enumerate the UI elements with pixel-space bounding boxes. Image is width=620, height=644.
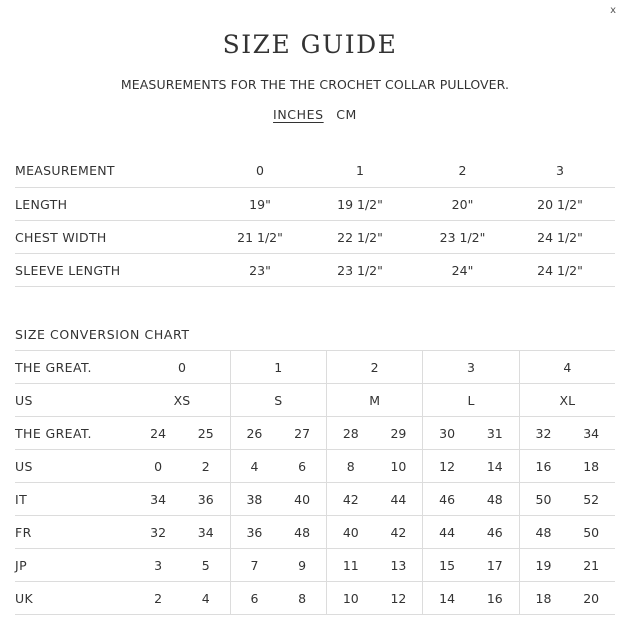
table-cell: XS bbox=[134, 384, 230, 417]
table-cell: 23 1/2" bbox=[420, 221, 505, 254]
table-cell: 2 bbox=[182, 450, 230, 483]
row-label: CHEST WIDTH bbox=[15, 221, 220, 254]
table-cell: 4 bbox=[182, 582, 230, 615]
table-cell: 12 bbox=[423, 450, 471, 483]
row-label: JP bbox=[15, 549, 134, 582]
table-cell: 48 bbox=[519, 516, 567, 549]
table-cell: 52 bbox=[567, 483, 615, 516]
table-cell: 34 bbox=[567, 417, 615, 450]
column-header: MEASUREMENT bbox=[15, 154, 220, 188]
table-cell: 10 bbox=[375, 450, 423, 483]
table-cell: 6 bbox=[230, 582, 278, 615]
column-header: 0 bbox=[220, 154, 300, 188]
table-row bbox=[15, 582, 615, 615]
table-cell: 18 bbox=[567, 450, 615, 483]
row-label: US bbox=[15, 450, 134, 483]
table-cell: 7 bbox=[230, 549, 278, 582]
table-cell: 0 bbox=[134, 351, 230, 384]
table-cell: 46 bbox=[471, 516, 519, 549]
table-cell: 14 bbox=[471, 450, 519, 483]
row-label: SLEEVE LENGTH bbox=[15, 254, 220, 287]
table-cell: 26 bbox=[230, 417, 278, 450]
table-cell: 19 bbox=[519, 549, 567, 582]
page-subtitle: MEASUREMENTS FOR THE THE CROCHET COLLAR PULLOVER. bbox=[120, 77, 510, 92]
table-cell: 4 bbox=[230, 450, 278, 483]
table-cell: 12 bbox=[375, 582, 423, 615]
table-cell: 20 1/2" bbox=[505, 188, 615, 221]
table-cell: 42 bbox=[375, 516, 423, 549]
table-cell: 18 bbox=[519, 582, 567, 615]
table-row bbox=[15, 188, 615, 221]
table-cell: 14 bbox=[423, 582, 471, 615]
table-cell: 24 1/2" bbox=[505, 254, 615, 287]
table-cell: 3 bbox=[134, 549, 182, 582]
table-cell: 24 1/2" bbox=[505, 221, 615, 254]
row-label: THE GREAT. bbox=[15, 351, 134, 384]
table-cell: 32 bbox=[134, 516, 182, 549]
table-cell: 30 bbox=[423, 417, 471, 450]
row-label: UK bbox=[15, 582, 134, 615]
table-cell: 44 bbox=[423, 516, 471, 549]
table-cell: 24 bbox=[134, 417, 182, 450]
table-cell: 4 bbox=[519, 351, 615, 384]
table-cell: 20 bbox=[567, 582, 615, 615]
table-cell: 2 bbox=[134, 582, 182, 615]
close-icon[interactable]: x bbox=[610, 5, 616, 16]
table-cell: 22 1/2" bbox=[300, 221, 420, 254]
unit-cm-button[interactable]: CM bbox=[336, 107, 357, 122]
page-title: SIZE GUIDE bbox=[222, 30, 398, 59]
table-cell: 17 bbox=[471, 549, 519, 582]
table-cell: 9 bbox=[278, 549, 326, 582]
table-cell: 36 bbox=[182, 483, 230, 516]
table-cell: 46 bbox=[423, 483, 471, 516]
table-row bbox=[15, 351, 615, 384]
table-cell: M bbox=[326, 384, 422, 417]
table-cell: 24" bbox=[420, 254, 505, 287]
unit-inches-button[interactable]: INCHES bbox=[273, 107, 324, 122]
table-cell: 3 bbox=[423, 351, 519, 384]
table-row bbox=[15, 516, 615, 549]
table-cell: 2 bbox=[326, 351, 422, 384]
table-cell: 48 bbox=[471, 483, 519, 516]
table-row bbox=[15, 221, 615, 254]
table-cell: 40 bbox=[278, 483, 326, 516]
table-cell: 42 bbox=[326, 483, 374, 516]
row-label: FR bbox=[15, 516, 134, 549]
table-row bbox=[15, 450, 615, 483]
table-cell: 16 bbox=[519, 450, 567, 483]
table-cell: 25 bbox=[182, 417, 230, 450]
conversion-chart-title: SIZE CONVERSION CHART bbox=[15, 327, 190, 342]
table-cell: 20" bbox=[420, 188, 505, 221]
table-cell: 1 bbox=[230, 351, 326, 384]
table-cell: 34 bbox=[134, 483, 182, 516]
column-header: 3 bbox=[505, 154, 615, 188]
table-cell: 0 bbox=[134, 450, 182, 483]
table-row bbox=[15, 483, 615, 516]
row-label: IT bbox=[15, 483, 134, 516]
measurement-header-row bbox=[15, 154, 615, 188]
table-cell: 32 bbox=[519, 417, 567, 450]
table-cell: 29 bbox=[375, 417, 423, 450]
table-cell: XL bbox=[519, 384, 615, 417]
table-cell: 19" bbox=[220, 188, 300, 221]
table-row bbox=[15, 417, 615, 450]
table-cell: 19 1/2" bbox=[300, 188, 420, 221]
table-row bbox=[15, 384, 615, 417]
table-cell: 50 bbox=[519, 483, 567, 516]
table-cell: 21 1/2" bbox=[220, 221, 300, 254]
table-cell: 6 bbox=[278, 450, 326, 483]
table-cell: 23" bbox=[220, 254, 300, 287]
table-row bbox=[15, 254, 615, 287]
table-cell: L bbox=[423, 384, 519, 417]
table-cell: 50 bbox=[567, 516, 615, 549]
table-cell: 13 bbox=[375, 549, 423, 582]
size-conversion-table bbox=[15, 350, 615, 615]
table-cell: 10 bbox=[326, 582, 374, 615]
row-label: US bbox=[15, 384, 134, 417]
table-cell: 21 bbox=[567, 549, 615, 582]
table-cell: 23 1/2" bbox=[300, 254, 420, 287]
row-label: THE GREAT. bbox=[15, 417, 134, 450]
table-cell: 38 bbox=[230, 483, 278, 516]
table-cell: S bbox=[230, 384, 326, 417]
table-cell: 28 bbox=[326, 417, 374, 450]
table-cell: 8 bbox=[278, 582, 326, 615]
column-header: 2 bbox=[420, 154, 505, 188]
unit-toggle bbox=[0, 107, 620, 122]
table-cell: 5 bbox=[182, 549, 230, 582]
table-row bbox=[15, 549, 615, 582]
measurement-table bbox=[15, 154, 615, 287]
table-cell: 15 bbox=[423, 549, 471, 582]
table-cell: 31 bbox=[471, 417, 519, 450]
table-cell: 34 bbox=[182, 516, 230, 549]
row-label: LENGTH bbox=[15, 188, 220, 221]
table-cell: 8 bbox=[326, 450, 374, 483]
table-cell: 40 bbox=[326, 516, 374, 549]
table-cell: 27 bbox=[278, 417, 326, 450]
table-cell: 48 bbox=[278, 516, 326, 549]
table-cell: 36 bbox=[230, 516, 278, 549]
table-cell: 44 bbox=[375, 483, 423, 516]
column-header: 1 bbox=[300, 154, 420, 188]
table-cell: 11 bbox=[326, 549, 374, 582]
table-cell: 16 bbox=[471, 582, 519, 615]
